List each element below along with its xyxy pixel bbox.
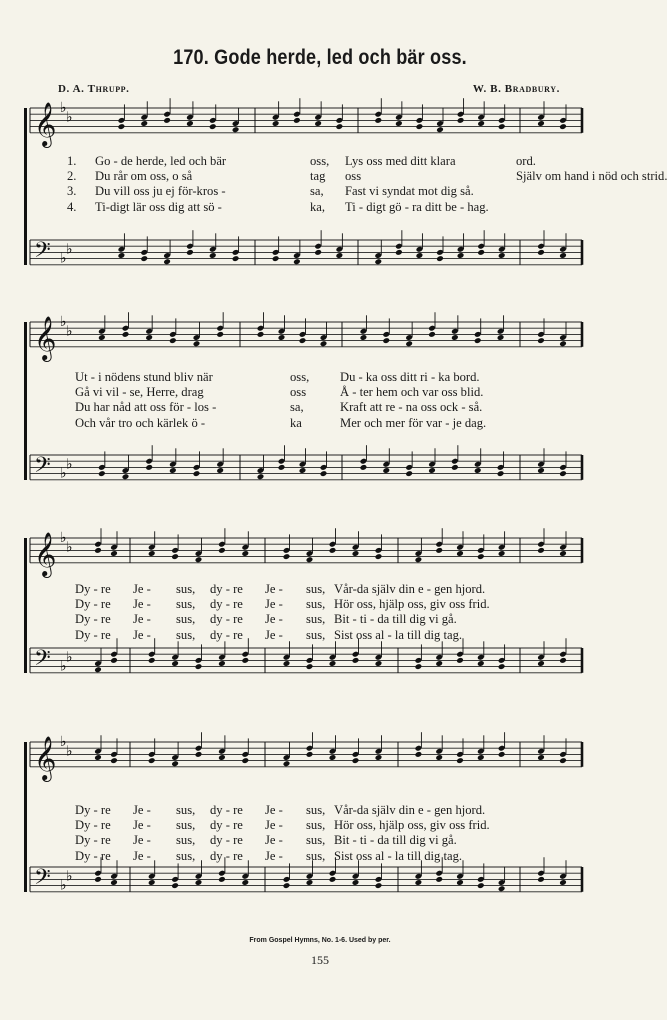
lyric-syllables: Kraft att re - na oss ock - så. [340, 400, 483, 415]
note-head [477, 754, 485, 761]
note-head [195, 556, 203, 563]
bass-staff-3 [0, 638, 640, 698]
lyric-syllables: Gå vi vil - se, Herre, drag [75, 385, 204, 400]
note-head [299, 467, 307, 474]
note-head [148, 657, 156, 664]
lyric-syllables: Ti - digt gö - ra ditt be - hag. [345, 199, 489, 214]
note-head [329, 660, 337, 667]
lyric-syllables: Dy - re [75, 582, 111, 596]
lyric-syllables: ord. [516, 154, 536, 168]
note-head [241, 879, 249, 886]
note-head [374, 117, 382, 124]
lyric-syllables: sus, [176, 833, 196, 848]
note-head [283, 760, 291, 767]
note-head [456, 757, 464, 764]
note-head [559, 252, 567, 259]
bass-clef-icon: 𝄢 [34, 452, 51, 483]
lyric-syllables: sus, [306, 582, 326, 596]
note-head [94, 547, 102, 554]
note-head [110, 550, 118, 557]
flat-icon: ♭ [66, 109, 73, 126]
note-head [169, 467, 177, 474]
note-head [232, 255, 240, 262]
lyric-syllables: Je - [265, 833, 283, 848]
note-head [94, 754, 102, 761]
lyric-syllables: Hör oss, hjälp oss, giv oss frid. [334, 597, 490, 612]
note-head [329, 876, 337, 883]
note-head [375, 754, 383, 761]
note-head [209, 123, 217, 130]
note-head [186, 120, 194, 127]
note-head [241, 657, 249, 664]
note-head [163, 258, 171, 265]
lyric-syllables: Ut - i nödens stund bliv när [75, 370, 213, 384]
lyric-syllables: dy - re [210, 597, 243, 612]
note-head [375, 882, 383, 889]
lyric-syllables: Du rår om oss, o så [95, 169, 193, 184]
lyric-syllables: Dy - re [75, 612, 111, 627]
note-head [306, 879, 314, 886]
lyric-syllables: oss, [290, 370, 310, 384]
note-head [278, 334, 286, 341]
note-head [306, 751, 314, 758]
note-head [457, 252, 465, 259]
note-head [477, 660, 485, 667]
lyric-syllables: Je - [133, 582, 151, 596]
note-head [257, 473, 265, 480]
bass-clef-icon: 𝄢 [34, 237, 51, 268]
note-head [336, 252, 344, 259]
lyric-syllables: Je - [133, 848, 151, 863]
note-head [283, 553, 291, 560]
note-head [537, 754, 545, 761]
note-head [94, 666, 102, 673]
lyric-syllables: Je - [133, 803, 151, 817]
note-head [405, 340, 413, 347]
note-head [329, 547, 337, 554]
hymn-number: 170. [173, 46, 209, 69]
flat-icon: ♭ [60, 658, 67, 675]
lyric-syllables: Hör oss, hjälp oss, giv oss frid. [334, 818, 490, 833]
copyright-credit: From Gospel Hymns, No. 1-6. Used by per. [249, 937, 391, 944]
note-head [110, 879, 118, 886]
flat-icon: ♭ [66, 539, 73, 556]
lyric-syllables: Dy - re [75, 627, 111, 642]
lyric-syllables: Je - [265, 597, 283, 612]
lyric-syllables: Bit - ti - da till dig vi gå. [334, 612, 457, 627]
note-head [195, 879, 203, 886]
note-head [193, 470, 201, 477]
lyric-syllables: dy - re [210, 833, 243, 848]
treble-clef-icon: 𝄞 [34, 315, 57, 360]
note-head [272, 120, 280, 127]
note-head [171, 660, 179, 667]
note-head [94, 876, 102, 883]
lyric-syllables: sus, [306, 627, 326, 642]
flat-icon: ♭ [66, 456, 73, 473]
lyric-syllables: Je - [133, 612, 151, 627]
lyric-syllables: Dy - re [75, 597, 111, 612]
note-head [193, 340, 201, 347]
note-head [435, 876, 443, 883]
lyric-syllables: sus, [306, 597, 326, 612]
lyric-syllables: dy - re [210, 818, 243, 833]
lyric-syllables: Lys oss med ditt klara [345, 154, 456, 168]
bass-clef-icon: 𝄢 [34, 645, 51, 676]
note-head [314, 120, 322, 127]
treble-clef-icon: 𝄞 [34, 735, 57, 780]
lyric-syllables: Vår-da själv din e - gen hjord. [334, 803, 486, 817]
note-head [537, 547, 545, 554]
note-head [278, 464, 286, 471]
note-head [416, 123, 424, 130]
flat-icon: ♭ [60, 100, 67, 116]
note-head [395, 249, 403, 256]
note-head [498, 252, 506, 259]
note-head [336, 123, 344, 130]
lyric-syllables: Je - [133, 597, 151, 612]
note-head [352, 550, 360, 557]
treble-staff-4 [0, 732, 640, 792]
note-head [559, 470, 567, 477]
note-head [257, 331, 265, 338]
lyric-syllables: Vår-da själv din e - gen hjord. [334, 582, 486, 596]
note-head [140, 255, 148, 262]
note-head [382, 467, 390, 474]
note-head [428, 331, 436, 338]
verse-number: 1. [67, 154, 77, 168]
lyric-syllables: Fast vi syndat mot dig så. [345, 184, 474, 199]
treble-clef-icon: 𝄞 [34, 101, 57, 146]
note-head [559, 879, 567, 886]
note-head [98, 334, 106, 341]
lyric-syllables: Dy - re [75, 803, 111, 817]
flat-icon: ♭ [66, 743, 73, 760]
note-head [171, 553, 179, 560]
note-head [415, 556, 423, 563]
lyric-syllables: sus, [176, 597, 196, 612]
verse-number: 2. [67, 169, 77, 184]
lyricist-credit: D. A. Thrupp. [58, 83, 130, 95]
note-head [320, 340, 328, 347]
lyric-syllables: sus, [306, 803, 326, 817]
lyric-syllables: oss [345, 169, 362, 184]
lyric-syllables: sa, [310, 184, 324, 199]
note-head [435, 754, 443, 761]
flat-icon: ♭ [60, 465, 67, 482]
note-head [169, 337, 177, 344]
note-head [241, 757, 249, 764]
note-head [497, 470, 505, 477]
note-head [283, 660, 291, 667]
note-head [140, 120, 148, 127]
lyric-syllables: sus, [176, 612, 196, 627]
note-head [451, 334, 459, 341]
note-head [148, 879, 156, 886]
note-head [559, 340, 567, 347]
note-head [537, 337, 545, 344]
note-head [216, 331, 224, 338]
note-head [241, 550, 249, 557]
flat-icon: ♭ [66, 649, 73, 666]
lyric-syllables: sa, [290, 400, 304, 415]
note-head [456, 879, 464, 886]
note-head [477, 249, 485, 256]
lyric-syllables: tag [310, 169, 326, 184]
note-head [118, 252, 126, 259]
note-head [395, 120, 403, 127]
note-head [145, 334, 153, 341]
note-head [110, 657, 118, 664]
note-head [537, 249, 545, 256]
treble-clef-icon: 𝄞 [34, 531, 57, 576]
note-head [498, 751, 506, 758]
lyric-syllables: Je - [265, 582, 283, 596]
flat-icon: ♭ [60, 250, 67, 267]
note-head [171, 882, 179, 889]
note-head [110, 757, 118, 764]
note-head [360, 464, 368, 471]
note-head [456, 550, 464, 557]
note-head [122, 331, 130, 338]
lyric-syllables: Du vill oss ju ej för-kros - [95, 184, 226, 199]
note-head [195, 663, 203, 670]
lyric-syllables: sus, [306, 612, 326, 627]
bass-staff-1 [0, 230, 640, 290]
page-number: 155 [311, 953, 329, 967]
note-head [559, 657, 567, 664]
note-head [435, 660, 443, 667]
lyric-syllables: Je - [133, 627, 151, 642]
note-head [498, 663, 506, 670]
note-head [405, 470, 413, 477]
note-head [477, 120, 485, 127]
lyric-syllables: Och vår tro och kärlek ö - [75, 415, 206, 430]
note-head [428, 467, 436, 474]
flat-icon: ♭ [60, 734, 67, 750]
verse-number: 3. [67, 184, 77, 199]
note-head [148, 757, 156, 764]
lyric-syllables: Sist oss al - la till dig tag. [334, 627, 463, 642]
note-head [497, 334, 505, 341]
note-head [456, 657, 464, 664]
lyric-syllables: Go - de herde, led och bär [95, 154, 227, 168]
lyric-syllables: oss [290, 385, 307, 400]
lyric-syllables: sus, [176, 848, 196, 863]
note-head [163, 117, 171, 124]
lyric-syllables: Je - [265, 818, 283, 833]
treble-staff-3 [0, 528, 640, 588]
note-head [209, 252, 217, 259]
note-head [283, 882, 291, 889]
note-head [375, 553, 383, 560]
lyric-syllables: Sist oss al - la till dig tag. [334, 848, 463, 863]
bass-staff-4 [0, 857, 640, 917]
note-head [232, 126, 240, 133]
note-head [320, 470, 328, 477]
note-head [216, 467, 224, 474]
note-head [148, 550, 156, 557]
lyric-syllables: oss, [310, 154, 330, 168]
lyric-syllables: sus, [306, 818, 326, 833]
note-head [171, 760, 179, 767]
lyric-syllables: dy - re [210, 612, 243, 627]
bass-clef-icon: 𝄢 [34, 864, 51, 895]
note-head [559, 550, 567, 557]
note-head [537, 120, 545, 127]
flat-icon: ♭ [60, 877, 67, 894]
flat-icon: ♭ [66, 323, 73, 340]
lyric-syllables: Dy - re [75, 833, 111, 848]
note-head [416, 252, 424, 259]
lyric-syllables: ka [290, 415, 302, 430]
lyric-syllables: sus, [176, 582, 196, 596]
note-head [186, 249, 194, 256]
note-head [375, 660, 383, 667]
lyric-syllables: Je - [133, 818, 151, 833]
note-head [498, 885, 506, 892]
note-head [382, 337, 390, 344]
note-head [218, 754, 226, 761]
lyric-syllables: Bit - ti - da till dig vi gå. [334, 833, 457, 848]
note-head [293, 117, 301, 124]
lyric-syllables: dy - re [210, 627, 243, 642]
flat-icon: ♭ [66, 868, 73, 885]
lyric-syllables: sus, [176, 627, 196, 642]
note-head [98, 470, 106, 477]
note-head [474, 467, 482, 474]
verse-number: 4. [67, 199, 77, 214]
lyric-syllables: Dy - re [75, 818, 111, 833]
lyric-syllables: Je - [265, 803, 283, 817]
note-head [122, 473, 130, 480]
bass-staff-2 [0, 445, 640, 505]
note-head [415, 663, 423, 670]
lyric-syllables: sus, [306, 848, 326, 863]
flat-icon: ♭ [66, 241, 73, 258]
treble-staff-1 [0, 98, 640, 158]
lyric-syllables: sus, [176, 818, 196, 833]
note-head [537, 660, 545, 667]
note-head [537, 876, 545, 883]
note-head [374, 258, 382, 265]
note-head [360, 334, 368, 341]
lyric-syllables: Ti-digt lär oss dig att sö - [95, 199, 222, 214]
lyric-syllables: sus, [176, 803, 196, 817]
note-head [218, 876, 226, 883]
note-head [352, 657, 360, 664]
note-head [352, 757, 360, 764]
note-head [477, 882, 485, 889]
note-head [451, 464, 459, 471]
note-head [118, 123, 126, 130]
hymn-title [45, 46, 595, 70]
lyric-syllables: Du har nåd att oss för - los - [75, 400, 217, 415]
lyric-syllables: Själv om hand i nöd och strid. [516, 169, 667, 184]
lyric-syllables: Dy - re [75, 848, 111, 863]
note-head [299, 337, 307, 344]
note-head [314, 249, 322, 256]
note-head [559, 757, 567, 764]
note-head [272, 255, 280, 262]
note-head [474, 337, 482, 344]
lyric-syllables: ka, [310, 199, 326, 214]
note-head [306, 556, 314, 563]
lyric-syllables: Je - [265, 612, 283, 627]
lyric-syllables: Du - ka oss ditt ri - ka bord. [340, 370, 480, 384]
lyric-syllables: Mer och mer för var - je dag. [340, 415, 487, 430]
composer-credit: W. B. Bradbury. [472, 83, 560, 95]
lyric-syllables: dy - re [210, 582, 243, 596]
treble-staff-2 [0, 312, 640, 372]
note-head [306, 663, 314, 670]
note-head [498, 123, 506, 130]
lyric-syllables: dy - re [210, 803, 243, 817]
note-head [477, 553, 485, 560]
note-head [498, 550, 506, 557]
note-head [436, 126, 444, 133]
lyric-syllables: dy - re [210, 848, 243, 863]
note-head [329, 754, 337, 761]
lyric-syllables: Å - ter hem och var oss blid. [340, 385, 484, 400]
flat-icon: ♭ [60, 530, 67, 546]
note-head [218, 547, 226, 554]
lyric-syllables: Je - [265, 627, 283, 642]
lyric-syllables: Je - [133, 833, 151, 848]
note-head [415, 879, 423, 886]
note-head [457, 117, 465, 124]
note-head [293, 258, 301, 265]
note-head [415, 751, 423, 758]
note-head [145, 464, 153, 471]
note-head [436, 255, 444, 262]
lyric-syllables: sus, [306, 833, 326, 848]
note-head [435, 547, 443, 554]
note-head [559, 123, 567, 130]
note-head [195, 751, 203, 758]
note-head [218, 660, 226, 667]
hymn-name: Gode herde, led och bär oss. [214, 46, 467, 69]
lyric-syllables: Je - [265, 848, 283, 863]
flat-icon: ♭ [60, 314, 67, 330]
note-head [537, 467, 545, 474]
note-head [352, 879, 360, 886]
